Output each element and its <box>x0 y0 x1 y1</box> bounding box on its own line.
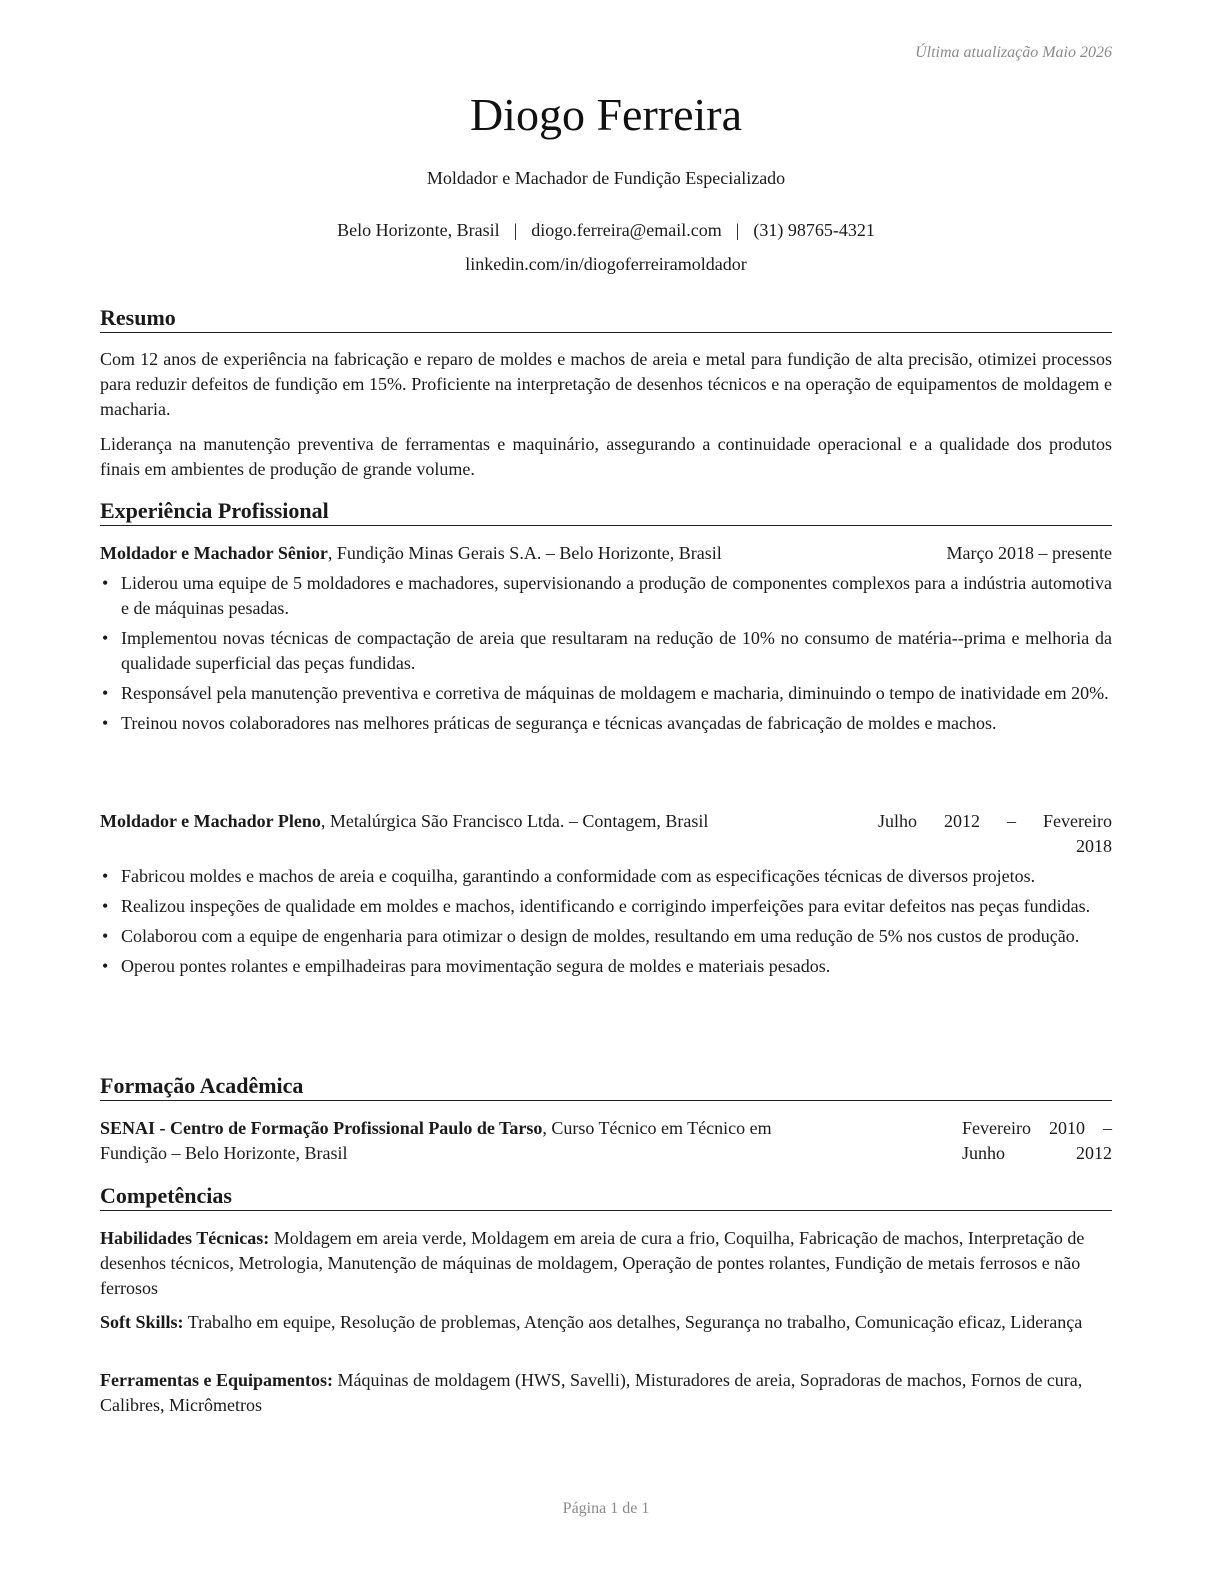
skill-group-text: Trabalho em equipe, Resolução de problemas, Atenção aos detalhes, Segurança no trabalho, Comunicação eficaz, Liderança <box>183 1312 1083 1332</box>
job-title-company <box>100 541 722 566</box>
skill-group-text: Máquinas de moldagem (HWS, Savelli), Misturadores de areia, Sopradoras de machos, Fornos de cura, Calibres, Micrômetros <box>100 1370 1083 1415</box>
resume-page <box>100 0 1112 1584</box>
skill-group <box>100 1368 1112 1418</box>
section-title-summary: Resumo <box>100 305 1112 333</box>
summary-paragraph: Com 12 anos de experiência na fabricação e reparo de moldes e machos de areia e metal para fundição de alta precisão, otimizei processos para reduzir defeitos de fundição em 15%. Proficiente na interpretação de desenhos técnicos e na operação de equipamentos de moldagem e macharia. <box>100 349 1112 419</box>
bullet-text: Liderou uma equipe de 5 moldadores e machadores, supervisionando a produção de componentes complexos para a indústria automotiva e de máquinas pesadas. <box>121 573 1112 618</box>
job-title-company <box>100 809 708 834</box>
bullet-text: Fabricou moldes e machos de areia e coquilha, garantindo a conformidade com as especificações técnicas de diversos projetos. <box>121 866 1036 886</box>
bullet-text: Realizou inspeções de qualidade em moldes e machos, identificando e corrigindo imperfeições para evitar defeitos nas peças fundidas. <box>121 896 1091 916</box>
phone: (31) 98765-4321 <box>753 220 875 240</box>
job-company: , Fundição Minas Gerais S.A. – Belo Horizonte, Brasil <box>327 543 722 563</box>
contact-line <box>100 220 1112 241</box>
section-title-education: Formação Acadêmica <box>100 1073 1112 1101</box>
skill-group-label: Soft Skills: <box>100 1312 184 1332</box>
list-item <box>100 894 1112 919</box>
education-institution: SENAI - Centro de Formação Profissional Paulo de Tarso <box>100 1118 543 1138</box>
bullet-text: Operou pontes rolantes e empilhadeiras para movimentação segura de moldes e materiais pesados. <box>121 956 831 976</box>
education-dates-continued: 2012 <box>1076 1143 1112 1163</box>
job-role: Moldador e Machador Pleno <box>100 811 321 831</box>
bullet-icon: • <box>102 628 109 648</box>
bullet-icon: • <box>102 896 109 916</box>
bullet-icon: • <box>102 956 109 976</box>
list-item <box>100 864 1112 889</box>
skill-group <box>100 1310 1112 1335</box>
skill-group-label: Habilidades Técnicas: <box>100 1228 270 1248</box>
list-item <box>100 681 1112 706</box>
candidate-name: Diogo Ferreira <box>469 89 743 140</box>
separator: | <box>735 220 740 240</box>
job-role: Moldador e Machador Sênior <box>100 543 328 563</box>
section-title-skills: Competências <box>100 1183 1112 1211</box>
bullet-icon: • <box>102 713 109 733</box>
location: Belo Horizonte, Brasil <box>337 220 500 240</box>
bullet-icon: • <box>102 573 109 593</box>
bullet-icon: • <box>102 683 109 703</box>
page-number: Página 1 de 1 <box>562 1500 650 1517</box>
education-institution-course <box>100 1116 772 1141</box>
job-dates: Março 2018 – presente <box>946 543 1112 563</box>
skill-group-text: Moldagem em areia verde, Moldagem em areia de cura a frio, Coquilha, Fabricação de machos, Interpretação de desenhos técnicos, Metrologia, Manutenção de máquinas de moldagem, Operação de pontes rolantes, Fundição de metais ferrosos e não ferrosos <box>100 1228 1085 1298</box>
headline: Moldador e Machador de Fundição Especializado <box>426 168 786 188</box>
job-dates-continued: 2018 <box>1076 836 1112 856</box>
bullet-icon: • <box>102 926 109 946</box>
job-header <box>100 809 1112 859</box>
separator: | <box>513 220 518 240</box>
education-course-continued: Fundição – Belo Horizonte, Brasil <box>100 1143 348 1163</box>
section-title-experience: Experiência Profissional <box>100 498 1112 526</box>
job-dates: Julho 2012 – Fevereiro <box>878 811 1112 831</box>
bullet-text: Colaborou com a equipe de engenharia para otimizar o design de moldes, resultando em uma redução de 5% nos custos de produção. <box>121 926 1080 946</box>
job-company: , Metalúrgica São Francisco Ltda. – Contagem, Brasil <box>320 811 709 831</box>
list-item <box>100 626 1112 676</box>
list-item <box>100 571 1112 621</box>
bullet-text: Treinou novos colaboradores nas melhores práticas de segurança e técnicas avançadas de fabricação de moldes e machos. <box>121 713 997 733</box>
education-dates: Fevereiro 2010 – Junho <box>962 1118 1112 1163</box>
skill-group-label: Ferramentas e Equipamentos: <box>100 1370 333 1390</box>
email-link[interactable]: diogo.ferreira@email.com <box>531 220 722 240</box>
bullet-icon: • <box>102 866 109 886</box>
list-item <box>100 711 1112 736</box>
list-item <box>100 954 1112 979</box>
job-bullets <box>100 571 1112 741</box>
education-entry <box>100 1116 1112 1166</box>
bullet-text: Responsável pela manutenção preventiva e corretiva de máquinas de moldagem e macharia, diminuindo o tempo de inatividade em 20%. <box>121 683 1109 703</box>
bullet-text: Implementou novas técnicas de compactação de areia que resultaram na redução de 10% no consumo de matéria--prima e melhoria da qualidade superficial das peças fundidas. <box>121 628 1112 673</box>
education-course: , Curso Técnico em Técnico em <box>542 1118 772 1138</box>
last-updated: Última atualização Maio 2026 <box>915 44 1112 61</box>
summary-paragraph: Liderança na manutenção preventiva de ferramentas e maquinário, assegurando a continuidade operacional e a qualidade dos produtos finais em ambientes de produção de grande volume. <box>100 434 1112 479</box>
job-bullets <box>100 864 1112 984</box>
linkedin-link[interactable]: linkedin.com/in/diogoferreiramoldador <box>465 254 747 274</box>
list-item <box>100 924 1112 949</box>
skill-group <box>100 1226 1112 1301</box>
